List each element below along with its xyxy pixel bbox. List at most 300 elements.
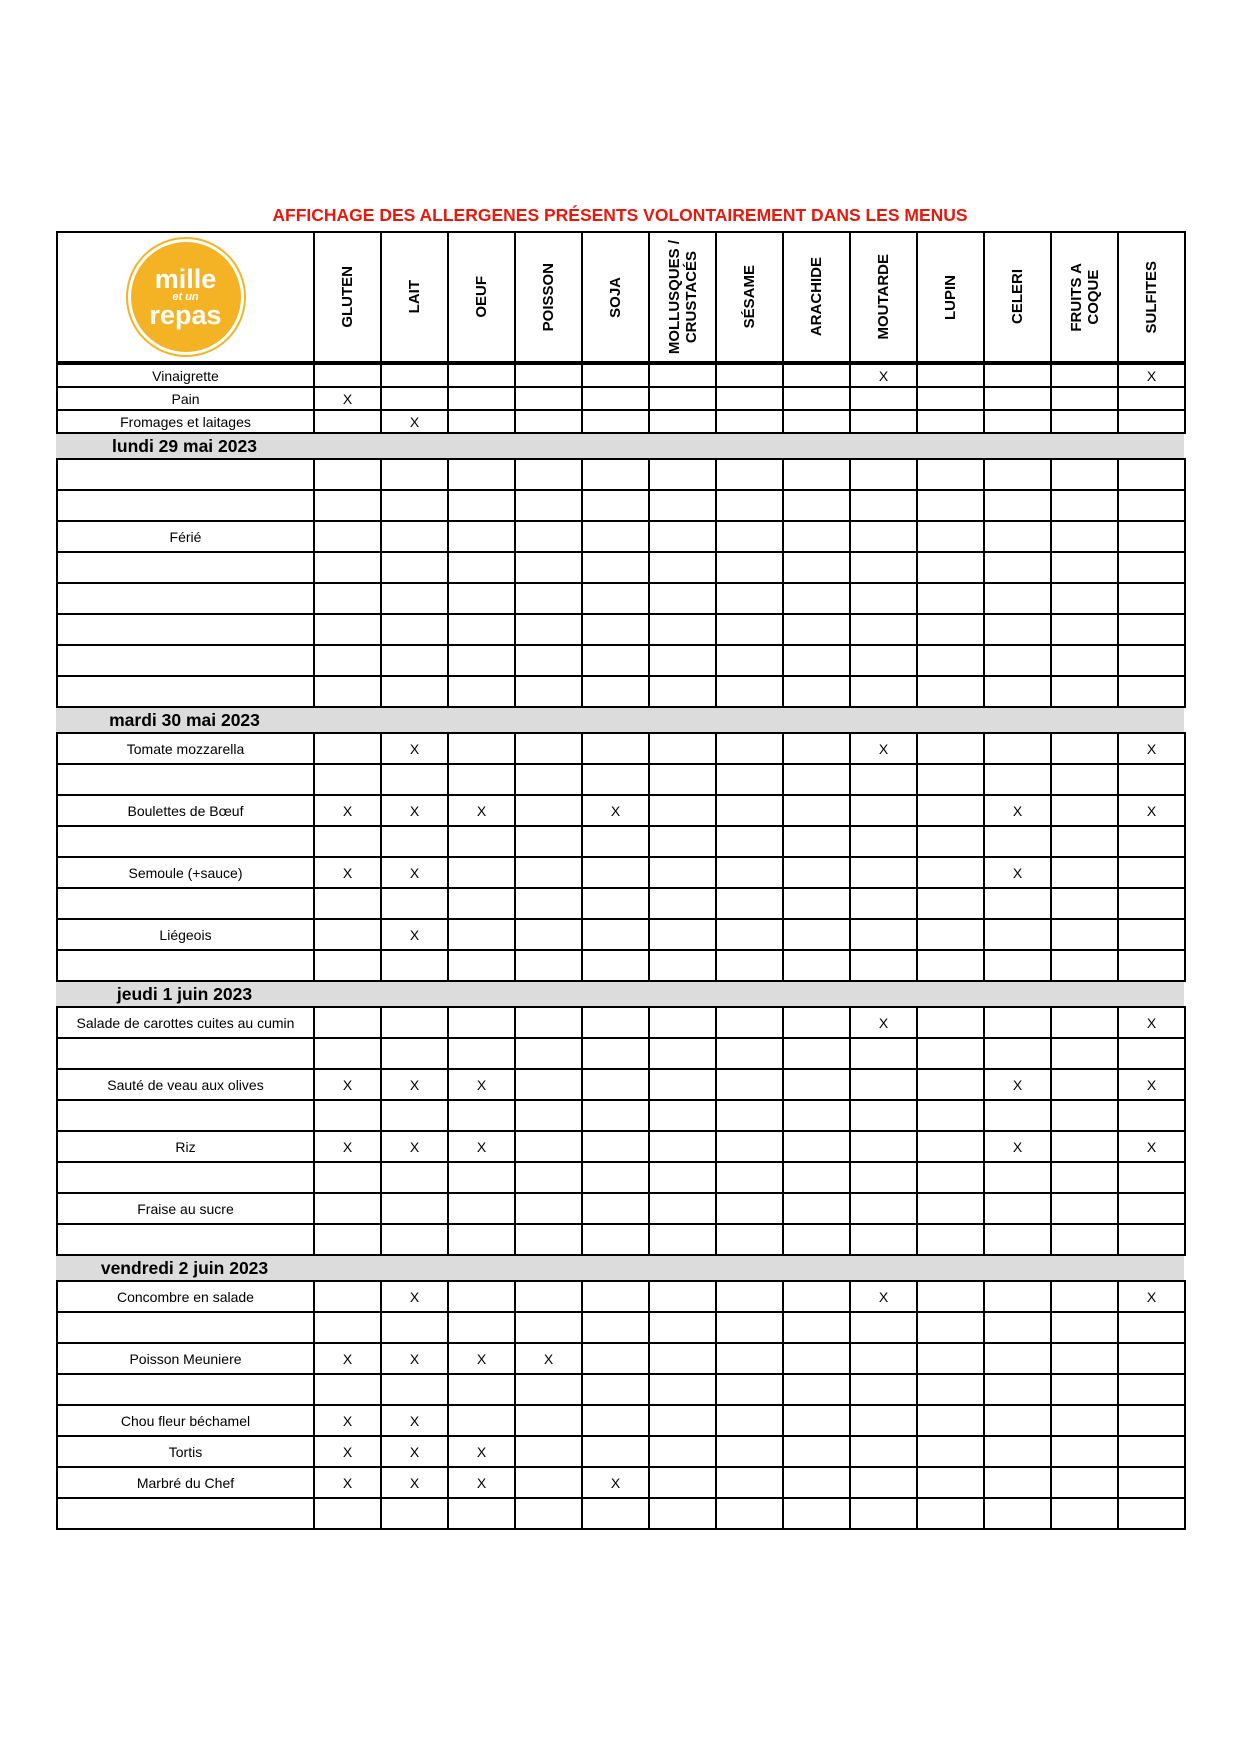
table-row xyxy=(57,1405,1185,1436)
allergen-cell-sesame xyxy=(716,950,783,981)
allergen-cell-lupin xyxy=(917,410,984,433)
allergen-cell-gluten xyxy=(314,857,381,888)
allergen-cell-sulfites xyxy=(1118,614,1185,645)
allergen-cell-oeuf xyxy=(448,733,515,764)
allergen-cell-arachide xyxy=(783,1162,850,1193)
allergen-cell-poisson xyxy=(515,614,582,645)
allergen-cell-mollusques-crustaces xyxy=(649,1131,716,1162)
allergen-mark: X xyxy=(1146,1288,1157,1305)
logo-text: repas xyxy=(149,299,222,330)
allergen-cell-moutarde xyxy=(850,1343,917,1374)
allergen-cell-sesame xyxy=(716,490,783,521)
allergen-cell-oeuf xyxy=(448,1436,515,1467)
dish-name: Fromages et laitages xyxy=(57,410,314,433)
allergen-cell-celeri xyxy=(984,410,1051,433)
table-row xyxy=(57,1436,1185,1467)
allergen-cell-moutarde xyxy=(850,614,917,645)
allergen-cell-gluten xyxy=(314,1281,381,1312)
dish-name xyxy=(57,1374,314,1405)
allergen-mark: X xyxy=(409,740,420,757)
allergen-cell-lupin xyxy=(917,1281,984,1312)
allergen-cell-lait xyxy=(381,1374,448,1405)
allergen-cell-moutarde xyxy=(850,1281,917,1312)
allergen-cell-soja xyxy=(582,1374,649,1405)
allergen-cell-mollusques-crustaces xyxy=(649,676,716,707)
allergen-cell-lait xyxy=(381,1436,448,1467)
table-row xyxy=(57,1038,1185,1069)
allergen-cell-sesame xyxy=(716,1131,783,1162)
allergen-cell-gluten xyxy=(314,490,381,521)
allergen-cell-lait xyxy=(381,490,448,521)
allergen-cell-soja xyxy=(582,459,649,490)
allergen-cell-sesame xyxy=(716,364,783,387)
allergen-cell-poisson xyxy=(515,888,582,919)
allergen-cell-moutarde xyxy=(850,676,917,707)
allergen-cell-fruits-a-coque xyxy=(1051,1100,1118,1131)
allergen-cell-celeri xyxy=(984,1131,1051,1162)
table-row xyxy=(57,1498,1185,1529)
allergen-cell-gluten xyxy=(314,1038,381,1069)
allergen-mark: X xyxy=(476,1474,487,1491)
allergen-cell-gluten xyxy=(314,1162,381,1193)
table-row xyxy=(57,733,1185,764)
allergen-cell-soja xyxy=(582,1038,649,1069)
allergen-cell-oeuf xyxy=(448,1343,515,1374)
allergen-cell-arachide xyxy=(783,1498,850,1529)
allergen-cell-lupin xyxy=(917,1131,984,1162)
allergen-cell-sesame xyxy=(716,764,783,795)
allergen-cell-sesame xyxy=(716,857,783,888)
table-row xyxy=(57,826,1185,857)
allergen-cell-gluten xyxy=(314,1100,381,1131)
allergen-mark: X xyxy=(476,1076,487,1093)
dish-name: Riz xyxy=(57,1131,314,1162)
table-row xyxy=(57,410,1185,433)
allergen-cell-mollusques-crustaces xyxy=(649,919,716,950)
allergen-cell-poisson xyxy=(515,1436,582,1467)
allergen-cell-celeri xyxy=(984,1007,1051,1038)
logo-cell xyxy=(57,232,314,362)
allergen-mark: X xyxy=(1146,802,1157,819)
allergen-cell-lupin xyxy=(917,733,984,764)
allergen-header-celeri xyxy=(984,232,1051,362)
allergen-cell-mollusques-crustaces xyxy=(649,764,716,795)
allergen-cell-gluten xyxy=(314,1069,381,1100)
table-row xyxy=(57,645,1185,676)
dish-name: Pain xyxy=(57,387,314,410)
allergen-cell-gluten xyxy=(314,1436,381,1467)
allergen-cell-celeri xyxy=(984,1467,1051,1498)
day-label: mardi 30 mai 2023 xyxy=(109,710,260,730)
allergen-cell-lupin xyxy=(917,364,984,387)
allergen-cell-soja xyxy=(582,764,649,795)
allergen-cell-sesame xyxy=(716,645,783,676)
dish-name xyxy=(57,552,314,583)
allergen-cell-moutarde xyxy=(850,1498,917,1529)
allergen-cell-lait xyxy=(381,1100,448,1131)
allergen-mark: X xyxy=(1012,1076,1023,1093)
allergen-cell-celeri xyxy=(984,1193,1051,1224)
allergen-mark: X xyxy=(409,1443,420,1460)
allergen-cell-fruits-a-coque xyxy=(1051,764,1118,795)
dish-name: Tomate mozzarella xyxy=(57,733,314,764)
allergen-cell-arachide xyxy=(783,364,850,387)
allergen-cell-lait xyxy=(381,1405,448,1436)
allergen-cell-poisson xyxy=(515,1131,582,1162)
allergen-cell-mollusques-crustaces xyxy=(649,1343,716,1374)
allergen-cell-celeri xyxy=(984,1498,1051,1529)
allergen-cell-lait xyxy=(381,1007,448,1038)
table-row xyxy=(57,1007,1185,1038)
allergen-cell-poisson xyxy=(515,826,582,857)
allergen-cell-soja xyxy=(582,888,649,919)
allergen-cell-sulfites xyxy=(1118,552,1185,583)
allergen-cell-sulfites xyxy=(1118,521,1185,552)
allergen-header-gluten xyxy=(314,232,381,362)
allergen-cell-sesame xyxy=(716,552,783,583)
allergen-cell-oeuf xyxy=(448,410,515,433)
allergen-cell-celeri xyxy=(984,826,1051,857)
allergen-cell-celeri xyxy=(984,1162,1051,1193)
dish-name: Concombre en salade xyxy=(57,1281,314,1312)
allergen-cell-poisson xyxy=(515,950,582,981)
allergen-cell-lait xyxy=(381,733,448,764)
day-header xyxy=(56,1256,1184,1280)
allergen-cell-arachide xyxy=(783,1312,850,1343)
allergen-cell-poisson xyxy=(515,490,582,521)
table-row xyxy=(57,1069,1185,1100)
table-row xyxy=(57,919,1185,950)
allergen-cell-lupin xyxy=(917,764,984,795)
dish-name xyxy=(57,459,314,490)
allergen-cell-gluten xyxy=(314,919,381,950)
allergen-cell-oeuf xyxy=(448,364,515,387)
allergen-cell-celeri xyxy=(984,888,1051,919)
allergen-cell-oeuf xyxy=(448,950,515,981)
allergen-cell-sesame xyxy=(716,1436,783,1467)
allergen-label: FRUITS A COQUE xyxy=(1067,262,1102,332)
logo-text: mille xyxy=(154,263,217,294)
allergen-cell-fruits-a-coque xyxy=(1051,1467,1118,1498)
allergen-cell-mollusques-crustaces xyxy=(649,490,716,521)
allergen-header-poisson xyxy=(515,232,582,362)
allergen-cell-sesame xyxy=(716,1007,783,1038)
dish-name xyxy=(57,1162,314,1193)
allergen-cell-gluten xyxy=(314,645,381,676)
allergen-cell-gluten xyxy=(314,364,381,387)
table-row xyxy=(57,1162,1185,1193)
allergen-mark: X xyxy=(878,740,889,757)
allergen-cell-lupin xyxy=(917,1100,984,1131)
table-row xyxy=(57,1193,1185,1224)
allergen-cell-lait xyxy=(381,795,448,826)
allergen-cell-sulfites xyxy=(1118,826,1185,857)
allergen-cell-soja xyxy=(582,1405,649,1436)
table-row xyxy=(57,1224,1185,1255)
allergen-cell-poisson xyxy=(515,1193,582,1224)
allergen-mark: X xyxy=(543,1350,554,1367)
allergen-cell-fruits-a-coque xyxy=(1051,1193,1118,1224)
allergen-cell-oeuf xyxy=(448,1312,515,1343)
allergen-cell-arachide xyxy=(783,645,850,676)
allergen-cell-soja xyxy=(582,1467,649,1498)
allergen-cell-gluten xyxy=(314,583,381,614)
allergen-cell-fruits-a-coque xyxy=(1051,950,1118,981)
allergen-cell-soja xyxy=(582,490,649,521)
allergen-cell-soja xyxy=(582,645,649,676)
allergen-cell-lait xyxy=(381,1193,448,1224)
day-header xyxy=(56,708,1184,732)
allergen-cell-arachide xyxy=(783,410,850,433)
allergen-cell-poisson xyxy=(515,1069,582,1100)
allergen-cell-soja xyxy=(582,1281,649,1312)
allergen-cell-arachide xyxy=(783,764,850,795)
allergen-cell-oeuf xyxy=(448,645,515,676)
allergen-cell-soja xyxy=(582,614,649,645)
dish-name xyxy=(57,645,314,676)
allergen-cell-fruits-a-coque xyxy=(1051,1281,1118,1312)
allergen-cell-mollusques-crustaces xyxy=(649,645,716,676)
allergen-cell-oeuf xyxy=(448,552,515,583)
allergen-cell-celeri xyxy=(984,1038,1051,1069)
allergen-cell-sesame xyxy=(716,733,783,764)
allergen-header-soja xyxy=(582,232,649,362)
allergen-cell-fruits-a-coque xyxy=(1051,1131,1118,1162)
allergen-cell-arachide xyxy=(783,1405,850,1436)
allergen-cell-soja xyxy=(582,1498,649,1529)
allergen-mark: X xyxy=(1012,1138,1023,1155)
allergen-cell-soja xyxy=(582,1436,649,1467)
allergen-cell-arachide xyxy=(783,1436,850,1467)
allergen-mark: X xyxy=(1012,802,1023,819)
allergen-cell-arachide xyxy=(783,387,850,410)
allergen-mark: X xyxy=(409,864,420,881)
allergen-cell-oeuf xyxy=(448,888,515,919)
allergen-cell-moutarde xyxy=(850,521,917,552)
dish-name: Poisson Meuniere xyxy=(57,1343,314,1374)
allergen-mark: X xyxy=(342,1412,353,1429)
allergen-cell-sesame xyxy=(716,1281,783,1312)
allergen-cell-sulfites xyxy=(1118,1343,1185,1374)
allergen-cell-celeri xyxy=(984,1281,1051,1312)
allergen-label: SOJA xyxy=(607,276,624,318)
day-table xyxy=(56,732,1186,982)
allergen-cell-arachide xyxy=(783,614,850,645)
table-row xyxy=(57,764,1185,795)
allergen-cell-sulfites xyxy=(1118,1069,1185,1100)
allergen-cell-poisson xyxy=(515,387,582,410)
dish-name xyxy=(57,1100,314,1131)
allergen-cell-lait xyxy=(381,1498,448,1529)
allergen-cell-lupin xyxy=(917,459,984,490)
allergen-cell-arachide xyxy=(783,490,850,521)
logo-text: et un xyxy=(172,290,199,303)
allergen-cell-lupin xyxy=(917,795,984,826)
allergen-cell-lait xyxy=(381,521,448,552)
allergen-cell-oeuf xyxy=(448,857,515,888)
allergen-cell-oeuf xyxy=(448,1100,515,1131)
allergen-cell-sesame xyxy=(716,459,783,490)
allergen-cell-lait xyxy=(381,645,448,676)
dish-name xyxy=(57,676,314,707)
allergen-cell-oeuf xyxy=(448,1405,515,1436)
days-container xyxy=(56,434,1184,1530)
allergen-cell-lupin xyxy=(917,826,984,857)
allergen-cell-lait xyxy=(381,1312,448,1343)
allergen-cell-oeuf xyxy=(448,490,515,521)
allergen-cell-lupin xyxy=(917,1007,984,1038)
allergen-cell-soja xyxy=(582,857,649,888)
allergen-cell-fruits-a-coque xyxy=(1051,410,1118,433)
allergen-cell-fruits-a-coque xyxy=(1051,888,1118,919)
allergen-cell-moutarde xyxy=(850,733,917,764)
allergen-cell-sulfites xyxy=(1118,1436,1185,1467)
allergen-cell-mollusques-crustaces xyxy=(649,888,716,919)
allergen-mark: X xyxy=(409,1412,420,1429)
allergen-cell-moutarde xyxy=(850,552,917,583)
allergen-cell-oeuf xyxy=(448,764,515,795)
allergen-cell-soja xyxy=(582,1069,649,1100)
allergen-mark: X xyxy=(878,1288,889,1305)
allergen-cell-lait xyxy=(381,1038,448,1069)
table-row xyxy=(57,1100,1185,1131)
table-row xyxy=(57,387,1185,410)
allergen-cell-soja xyxy=(582,1312,649,1343)
allergen-mark: X xyxy=(878,367,889,384)
allergen-cell-mollusques-crustaces xyxy=(649,1038,716,1069)
allergen-cell-arachide xyxy=(783,676,850,707)
allergen-mark: X xyxy=(409,1474,420,1491)
allergen-mark: X xyxy=(409,1350,420,1367)
allergen-cell-mollusques-crustaces xyxy=(649,410,716,433)
allergen-cell-mollusques-crustaces xyxy=(649,1312,716,1343)
allergen-header-moutarde xyxy=(850,232,917,362)
allergen-cell-mollusques-crustaces xyxy=(649,614,716,645)
allergen-cell-soja xyxy=(582,552,649,583)
allergen-cell-gluten xyxy=(314,1405,381,1436)
allergen-cell-poisson xyxy=(515,410,582,433)
allergen-cell-mollusques-crustaces xyxy=(649,1436,716,1467)
day-table xyxy=(56,458,1186,708)
allergen-cell-sulfites xyxy=(1118,764,1185,795)
allergen-cell-mollusques-crustaces xyxy=(649,826,716,857)
allergen-cell-fruits-a-coque xyxy=(1051,521,1118,552)
allergen-cell-arachide xyxy=(783,826,850,857)
allergen-cell-lait xyxy=(381,857,448,888)
allergen-cell-poisson xyxy=(515,645,582,676)
table-row xyxy=(57,1343,1185,1374)
allergen-cell-arachide xyxy=(783,1343,850,1374)
table-row xyxy=(57,552,1185,583)
allergen-cell-mollusques-crustaces xyxy=(649,1374,716,1405)
allergen-cell-arachide xyxy=(783,1100,850,1131)
allergen-cell-oeuf xyxy=(448,1374,515,1405)
allergen-cell-gluten xyxy=(314,1467,381,1498)
allergen-cell-moutarde xyxy=(850,1193,917,1224)
allergen-cell-arachide xyxy=(783,1131,850,1162)
allergen-cell-poisson xyxy=(515,1405,582,1436)
allergen-cell-mollusques-crustaces xyxy=(649,1193,716,1224)
standing-items xyxy=(56,363,1186,434)
allergen-cell-moutarde xyxy=(850,1100,917,1131)
allergen-label: CELERI xyxy=(1009,269,1026,325)
allergen-cell-soja xyxy=(582,1343,649,1374)
allergen-cell-gluten xyxy=(314,888,381,919)
allergen-cell-celeri xyxy=(984,1374,1051,1405)
allergen-cell-oeuf xyxy=(448,826,515,857)
allergen-cell-gluten xyxy=(314,552,381,583)
allergen-cell-lupin xyxy=(917,1312,984,1343)
table-row xyxy=(57,1467,1185,1498)
allergen-cell-mollusques-crustaces xyxy=(649,1100,716,1131)
allergen-cell-mollusques-crustaces xyxy=(649,1224,716,1255)
allergen-cell-lupin xyxy=(917,888,984,919)
allergen-cell-celeri xyxy=(984,1436,1051,1467)
allergen-cell-gluten xyxy=(314,950,381,981)
allergen-cell-sulfites xyxy=(1118,1374,1185,1405)
allergen-cell-fruits-a-coque xyxy=(1051,1312,1118,1343)
allergen-label: MOLLUSQUES / CRUSTACÉS xyxy=(665,239,700,355)
allergen-cell-sulfites xyxy=(1118,857,1185,888)
allergen-cell-lait xyxy=(381,387,448,410)
allergen-cell-celeri xyxy=(984,1069,1051,1100)
table-row xyxy=(57,1131,1185,1162)
allergen-cell-mollusques-crustaces xyxy=(649,364,716,387)
allergen-mark: X xyxy=(878,1014,889,1031)
allergen-cell-mollusques-crustaces xyxy=(649,1498,716,1529)
table-row xyxy=(57,1281,1185,1312)
allergen-cell-arachide xyxy=(783,1007,850,1038)
allergen-cell-sesame xyxy=(716,583,783,614)
day-table xyxy=(56,1006,1186,1256)
allergen-cell-fruits-a-coque xyxy=(1051,364,1118,387)
allergen-cell-arachide xyxy=(783,950,850,981)
allergen-cell-sulfites xyxy=(1118,1281,1185,1312)
allergen-cell-sesame xyxy=(716,521,783,552)
allergen-cell-lait xyxy=(381,826,448,857)
allergen-cell-gluten xyxy=(314,1131,381,1162)
allergen-cell-arachide xyxy=(783,733,850,764)
allergen-cell-soja xyxy=(582,1162,649,1193)
allergen-header-fruits-a-coque xyxy=(1051,232,1118,362)
allergen-cell-moutarde xyxy=(850,583,917,614)
allergen-cell-fruits-a-coque xyxy=(1051,857,1118,888)
allergen-cell-lait xyxy=(381,410,448,433)
allergen-cell-mollusques-crustaces xyxy=(649,459,716,490)
allergen-cell-sesame xyxy=(716,1193,783,1224)
allergen-mark: X xyxy=(409,802,420,819)
allergen-cell-arachide xyxy=(783,1193,850,1224)
allergen-cell-arachide xyxy=(783,1224,850,1255)
allergen-cell-lait xyxy=(381,1131,448,1162)
day-header xyxy=(56,434,1184,458)
allergen-cell-poisson xyxy=(515,676,582,707)
allergen-cell-mollusques-crustaces xyxy=(649,583,716,614)
allergen-cell-celeri xyxy=(984,857,1051,888)
allergen-cell-soja xyxy=(582,795,649,826)
allergen-cell-oeuf xyxy=(448,459,515,490)
allergen-cell-gluten xyxy=(314,676,381,707)
allergen-cell-poisson xyxy=(515,1162,582,1193)
table-row xyxy=(57,1312,1185,1343)
allergen-cell-sesame xyxy=(716,1467,783,1498)
dish-name xyxy=(57,1224,314,1255)
allergen-cell-moutarde xyxy=(850,950,917,981)
allergen-cell-arachide xyxy=(783,521,850,552)
allergen-cell-oeuf xyxy=(448,1007,515,1038)
allergen-cell-sulfites xyxy=(1118,919,1185,950)
allergen-cell-fruits-a-coque xyxy=(1051,1498,1118,1529)
